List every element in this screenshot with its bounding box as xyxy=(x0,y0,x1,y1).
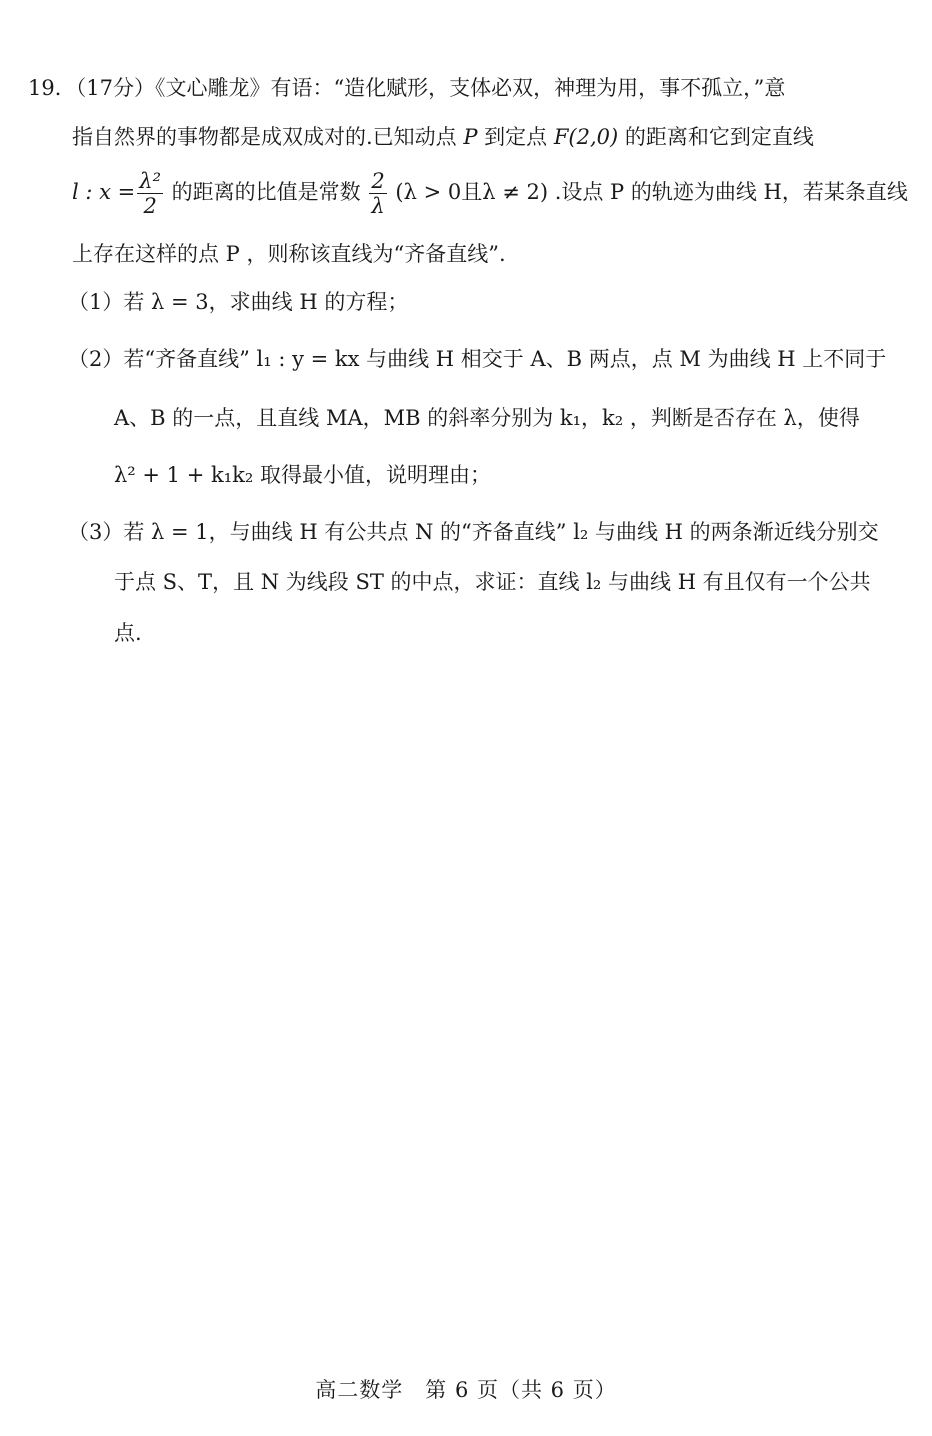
part-3-line-1: （3）若 λ = 1，与曲线 H 有公共点 N 的“齐备直线” l₂ 与曲线 H 的两条渐近线分别交 xyxy=(68,520,879,544)
point-p: P xyxy=(463,125,478,149)
fraction-2-over-lambda xyxy=(369,170,386,217)
line3-text-c: .设点 P 的轨迹为曲线 H，若某条直线 xyxy=(548,180,908,205)
lambda-condition: (λ > 0且λ ≠ 2) xyxy=(388,180,549,205)
line2-text-c: 的距离和它到定直线 xyxy=(618,125,814,149)
line-l-definition: l : x = xyxy=(72,180,136,205)
line3-text-b: 的距离的比值是常数 xyxy=(165,180,368,205)
fraction-denominator: λ xyxy=(371,194,385,219)
line2-text-a: 指自然界的事物都是成双成对的.已知动点 xyxy=(72,125,464,149)
part-1: （1）若 λ = 3，求曲线 H 的方程； xyxy=(68,290,409,314)
page-footer: 高二数学 第 6 页（共 6 页） xyxy=(315,1378,617,1402)
fraction-denominator: 2 xyxy=(143,194,157,219)
question-line-4: 上存在这样的点 P ，则称该直线为“齐备直线”. xyxy=(72,242,506,266)
question-header: 19．（17分）《文心雕龙》有语：“造化赋形，支体必双，神理为用，事不孤立，”意 xyxy=(28,76,786,100)
question-line-2 xyxy=(72,127,814,148)
part-3-line-2: 于点 S、T，且 N 为线段 ST 的中点，求证：直线 l₂ 与曲线 H 有且仅有一个公共 xyxy=(114,570,871,594)
part-2-line-2: A、B 的一点，且直线 MA，MB 的斜率分别为 k₁，k₂ ，判断是否存在 λ，使得 xyxy=(114,406,860,430)
fraction-numerator: λ² xyxy=(139,169,161,193)
point-f: F(2,0) xyxy=(553,125,619,149)
part-2-line-1: （2）若“齐备直线” l₁ : y = kx 与曲线 H 相交于 A、B 两点，点 M 为曲线 H 上不同于 xyxy=(68,347,887,371)
fraction-lambda-sq-over-2 xyxy=(137,170,163,217)
part-3-line-3: 点. xyxy=(114,621,142,645)
part-2-line-3: λ² + 1 + k₁k₂ 取得最小值，说明理由； xyxy=(114,463,491,487)
fraction-numerator: 2 xyxy=(371,169,385,193)
question-line-3 xyxy=(72,170,908,217)
line2-text-b: 到定点 xyxy=(477,125,554,149)
